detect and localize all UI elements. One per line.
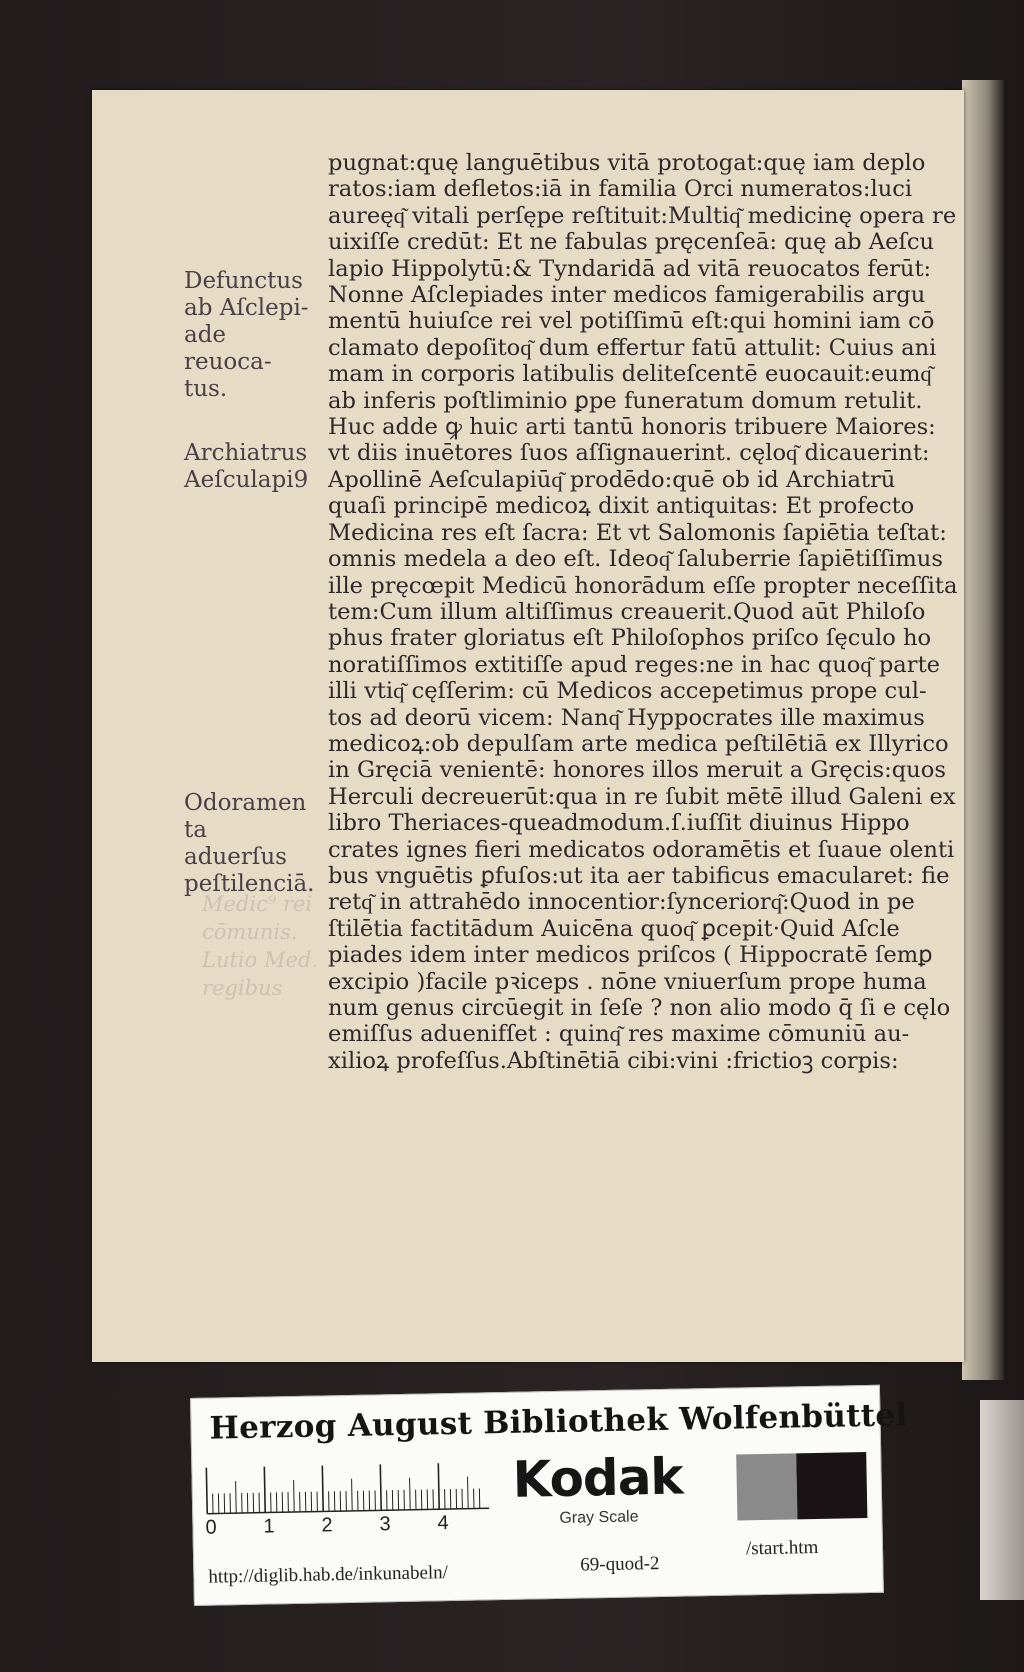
text-line: tem:Cum illum altiſſimus creauerit.Quod aūt Philoſo <box>328 598 926 625</box>
text-line: libro Theriaces-queadmodum.ſ.iuſſit diuinus Hippo <box>328 810 910 837</box>
ruler-tick <box>294 1480 295 1512</box>
kodak-logo <box>504 1444 686 1535</box>
marginal-note-odoramenta <box>184 790 316 898</box>
text-line: pugnat:quę languētibus vitā protogat:quę iam deplo <box>328 150 926 176</box>
text-line: noratiſſimos extitiſſe apud reges:ne in hac quoq͂ parte <box>328 651 941 678</box>
start-link: /start.htm <box>745 1536 819 1560</box>
kodak-brand: Kodak <box>512 1447 684 1509</box>
scale-ruler <box>204 1461 491 1514</box>
text-line: crates ignes fieri medicatos odoramētis et ſuaue olenti <box>328 836 955 863</box>
shelfmark: 69-quod-2 <box>580 1553 660 1576</box>
marginal-line: ade reuoca- <box>184 322 272 375</box>
adjacent-card-strip <box>980 1400 1024 1600</box>
bleed-line: Medic⁹ rei <box>202 892 313 916</box>
ruler-tick <box>380 1464 381 1510</box>
adjacent-page-edge <box>962 80 1004 1380</box>
text-line: mentū huiuſce rei vel potiſſimū eſt:qui homini iam cō <box>328 308 935 335</box>
text-line: ratos:iam defletos:iā in familia Orci numeratos:luci <box>328 176 913 203</box>
ruler-tick <box>438 1463 439 1509</box>
ruler-tick <box>236 1481 237 1513</box>
library-title: Herzog August Bibliothek Wolfenbüttel <box>209 1397 908 1447</box>
ruler-number: 2 <box>321 1514 333 1537</box>
text-line: num genus circūegit in ſeſe ? non alio modo q̄ ſi e cęlo <box>328 995 951 1021</box>
marginal-note-archiatrus <box>184 440 316 494</box>
black-swatch <box>796 1452 867 1519</box>
source-url: http://diglib.hab.de/inkunabeln/ <box>208 1562 449 1588</box>
text-line: aureęq͂ vitali perſępe reſtituit:Multiq͂ medicinę opera re <box>328 202 957 229</box>
text-line: phus frater gloriatus eſt Philoſophos priſco ſęculo ho <box>328 625 932 652</box>
marginal-line: Archiatrus <box>184 440 308 466</box>
text-line: illi vtiq͂ cęſſerim: cū Medicos accepetimus prope cul- <box>328 678 927 705</box>
ruler-tick <box>322 1465 323 1511</box>
text-line: excipio )facile pꝛiceps . nōne vniuerſum prope huma <box>328 968 927 995</box>
gray-swatch <box>736 1453 797 1520</box>
text-line: bus vnguētis ꝑfuſos:ut ita aer tabificus emacularet: fie <box>328 862 950 889</box>
marginal-line: Defunctus <box>184 268 303 294</box>
text-line: vt diis inuētores ſuos aſſignauerint. cęloq͂ dicauerint: <box>328 440 930 467</box>
text-line: uixiſſe credūt: Et ne fabulas pręcenſeā: quę ab Aeſcu <box>328 229 935 256</box>
text-line: ſtilētia factitādum Auicēna quoq͂ ꝑcepit·Quid Aſcle <box>328 915 900 942</box>
bleed-line: Lutio Med. <box>202 948 318 972</box>
ruler-tick <box>352 1479 353 1511</box>
marginal-line: Aeſculapi9 <box>184 467 309 493</box>
ruler-number: 0 <box>205 1516 217 1539</box>
text-line: in Gręciā venientē: honores illos meruit a Gręcis:quos <box>328 757 946 784</box>
text-line: mam in corporis latibulis deliteſcentē euocauit:eumq͂ <box>328 361 932 388</box>
text-line: emiſſus aduenifſet : quinq͂ res maxime cōmuniū au- <box>328 1021 910 1048</box>
ruler-number: 4 <box>437 1512 449 1535</box>
bleed-line: cōmunis. <box>202 920 298 944</box>
text-line: ab inferis poſtliminio ꝑpe funeratum domum retulit. <box>328 387 923 414</box>
main-text-block <box>328 150 964 1074</box>
gray-scale-label: Gray Scale <box>559 1508 639 1527</box>
ruler-numbers <box>205 1511 505 1543</box>
ruler-ticks <box>204 1461 491 1514</box>
text-line: ille pręcœpit Medicū honorādum eſſe propter neceſſita <box>328 572 958 599</box>
marginal-line: tus. <box>184 376 228 402</box>
text-line: Medicina res eſt ſacra: Et vt Salomonis ſapiētia teſtat: <box>328 519 947 546</box>
text-line: quaſi principē medicoꝝ dixit antiquitas: Et profecto <box>328 493 915 520</box>
text-line: clamato depoſitoq͂ dum effertur fatū attulit: Cuius ani <box>328 334 937 361</box>
marginal-line: Odoramen <box>184 790 307 816</box>
marginal-line: ab Aſclepi- <box>184 295 309 321</box>
ruler-tick <box>468 1477 469 1509</box>
text-line: tos ad deorū vicem: Nanq͂ Hyppocrates ille maximus <box>328 704 925 731</box>
text-line: Herculi decreuerūt:qua in re ſubit mētē illud Galeni ex <box>328 783 956 810</box>
text-line: retq͂ in attrahēdo innocentior:ſynceriorq͂:Quod in pe <box>328 889 915 916</box>
text-line: omnis medela a deo eſt. Ideoq͂ ſaluberrie ſapiētiſſimus <box>328 546 943 573</box>
ruler-number: 3 <box>379 1513 391 1536</box>
text-line: piades idem inter medicos priſcos ( Hippocratē ſemꝑ <box>328 942 933 969</box>
marginal-line: ta aduerſus <box>184 817 287 870</box>
book-page <box>92 90 964 1362</box>
marginal-line: peſtilenciā. <box>184 871 315 897</box>
ruler-tick <box>264 1467 265 1513</box>
bleed-line: regibus <box>202 976 283 1000</box>
marginal-note-defunctus <box>184 268 316 403</box>
text-line: lapio Hippolytū:& Tyndaridā ad vitā reuocatos ferūt: <box>328 255 932 282</box>
text-line: xilioꝝ profeſſus.Abſtinētiā cibi:vini :frictioꝫ corpis: <box>328 1047 899 1074</box>
ruler-tick <box>206 1468 207 1514</box>
text-line: medicoꝝ:ob depulſam arte medica peſtilētiā ex Illyrico <box>328 730 949 757</box>
archive-label-card <box>190 1385 908 1606</box>
ruler-tick <box>410 1478 411 1510</box>
ruler-number: 1 <box>263 1515 275 1538</box>
text-line: Apollinē Aeſculapiūq͂ prodēdo:quē ob id Archiatrū <box>328 466 896 493</box>
text-line: Huc adde ꝙ huic arti tantū honoris tribuere Maiores: <box>328 414 936 441</box>
text-line: Nonne Aſclepiades inter medicos famigerabilis argu <box>328 282 926 309</box>
